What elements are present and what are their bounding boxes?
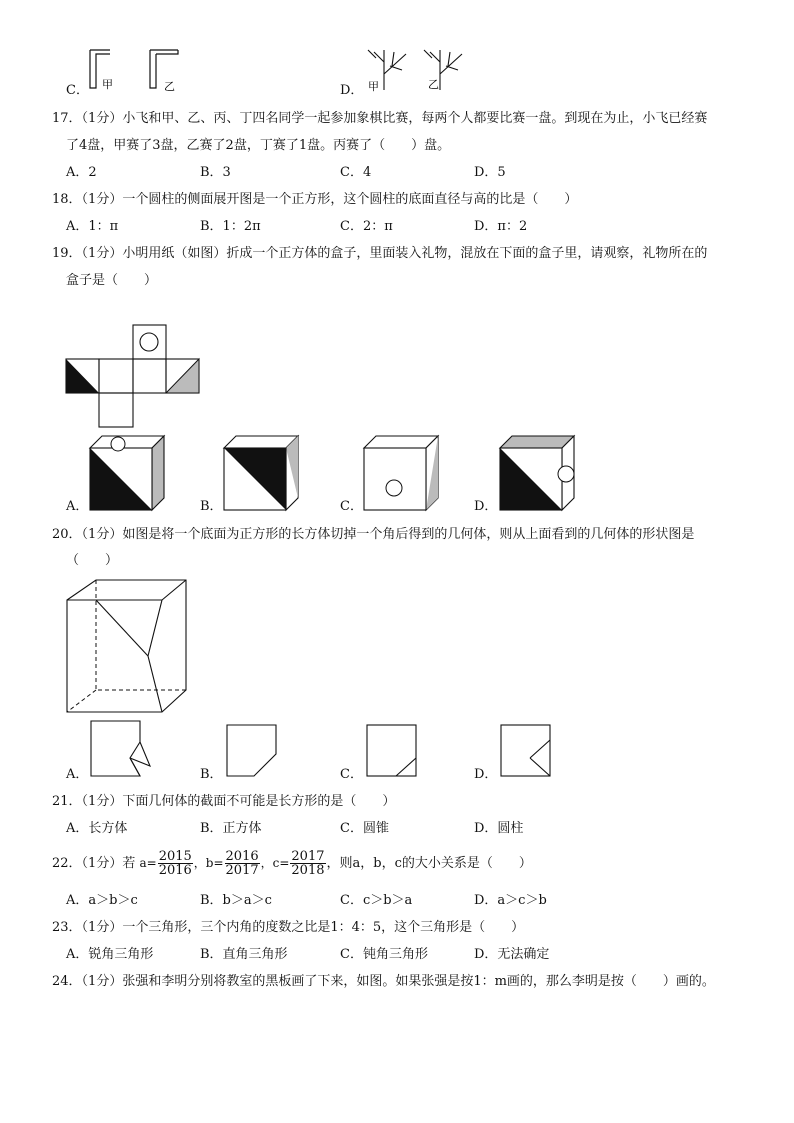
cut-cuboid-figure — [66, 578, 190, 714]
q22-suffix: ，则a，b，c的大小关系是（ ） — [326, 856, 532, 871]
q22-option-b: B．b＞a＞c — [200, 893, 272, 908]
q22-c-label: ，c= — [260, 856, 290, 870]
q21-option-a: A．长方体 — [66, 821, 128, 836]
q20-shape-c — [366, 724, 422, 778]
option-c-label: C． — [66, 83, 89, 98]
q23-option-c: C．钝角三角形 — [340, 947, 428, 962]
fig-label-yi-d: 乙 — [428, 78, 439, 91]
q22-fraction-c: $\frac{2017}{2018}$ — [291, 849, 325, 878]
q22-a-label: a= — [139, 856, 157, 870]
q21-option-c: C．圆锥 — [340, 821, 389, 836]
fig-label-jia-d: 甲 — [368, 80, 379, 93]
q22-fraction-b: $\frac{2016}{2017}$ — [225, 849, 259, 878]
q20-line2: （ ） — [66, 553, 119, 568]
q21-line1: 21．（1分）下面几何体的截面不可能是长方形的是（ ） — [52, 794, 396, 809]
q20-option-c[interactable]: C． — [340, 767, 363, 782]
q17-line1: 17．（1分）小飞和甲、乙、丙、丁四名同学一起参加象棋比赛，每两个人都要比赛一盘。到现在为止，小飞已经赛 — [52, 111, 708, 126]
q17-line2: 了4盘，甲赛了3盘，乙赛了2盘，丁赛了1盘。丙赛了（ ）盘。 — [66, 138, 451, 153]
q20-shape-a — [90, 720, 152, 780]
q18-option-c: C．2：π — [340, 219, 393, 234]
q18-option-d: D．π：2 — [474, 219, 528, 234]
q19-cube-b — [224, 436, 300, 512]
q22-option-c: C．c＞b＞a — [340, 893, 413, 908]
q19-cube-d — [500, 436, 580, 512]
q19-line2: 盒子是（ ） — [66, 273, 158, 288]
q20-line1: 20．（1分）如图是将一个底面为正方形的长方体切掉一个角后得到的几何体，则从上面看到的几何体的形状图是 — [52, 527, 695, 542]
q19-option-d[interactable]: D． — [474, 499, 498, 514]
q18-option-b: B．1：2π — [200, 219, 261, 234]
q19-option-a[interactable]: A． — [66, 499, 89, 514]
q17-option-c: C．4 — [340, 165, 372, 180]
q24-line1: 24．（1分）张强和李明分别将教室的黑板画了下来，如图。如果张强是按1：m画的，那么李明是按（ ）画的。 — [52, 974, 715, 989]
q21-option-d: D．圆柱 — [474, 821, 524, 836]
q22-option-a: A．a＞b＞c — [66, 893, 138, 908]
fig-label-yi: 乙 — [164, 80, 175, 93]
q19-option-c[interactable]: C． — [340, 499, 363, 514]
q19-cube-a — [90, 436, 166, 512]
q18-line1: 18．（1分）一个圆柱的侧面展开图是一个正方形，这个圆柱的底面直径与高的比是（ ） — [52, 192, 578, 207]
q17-option-d: D．5 — [474, 165, 506, 180]
q22-option-d: D．a＞c＞b — [474, 893, 547, 908]
q20-option-a[interactable]: A． — [66, 767, 89, 782]
q20-option-b[interactable]: B． — [200, 767, 223, 782]
option-d-figure — [364, 44, 474, 96]
q23-option-d: D．无法确定 — [474, 947, 550, 962]
q20-shape-b — [226, 724, 282, 778]
q19-line1: 19．（1分）小明用纸（如图）折成一个正方体的盒子，里面装入礼物，混放在下面的盒子里，请观察，礼物所在的 — [52, 246, 708, 261]
fig-label-jia: 甲 — [102, 78, 113, 91]
q20-shape-d — [500, 724, 556, 778]
q23-option-a: A．锐角三角形 — [66, 947, 154, 962]
q22-prefix: 22．（1分）若 — [52, 856, 136, 871]
cube-net-figure — [66, 324, 202, 428]
q18-option-a: A．1：π — [66, 219, 119, 234]
option-d-label: D． — [340, 83, 364, 98]
q23-line1: 23．（1分）一个三角形，三个内角的度数之比是1：4：5，这个三角形是（ ） — [52, 920, 525, 935]
q22-stem — [52, 846, 532, 881]
q22-fraction-a: $\frac{2015}{2016}$ — [158, 849, 192, 878]
q21-option-b: B．正方体 — [200, 821, 262, 836]
q17-option-b: B．3 — [200, 165, 231, 180]
q23-option-b: B．直角三角形 — [200, 947, 288, 962]
q17-option-a: A．2 — [66, 165, 97, 180]
option-c-figure — [88, 48, 198, 96]
q22-b-label: ，b= — [193, 856, 224, 870]
q19-option-b[interactable]: B． — [200, 499, 223, 514]
q19-cube-c — [364, 436, 440, 512]
q20-option-d[interactable]: D． — [474, 767, 498, 782]
